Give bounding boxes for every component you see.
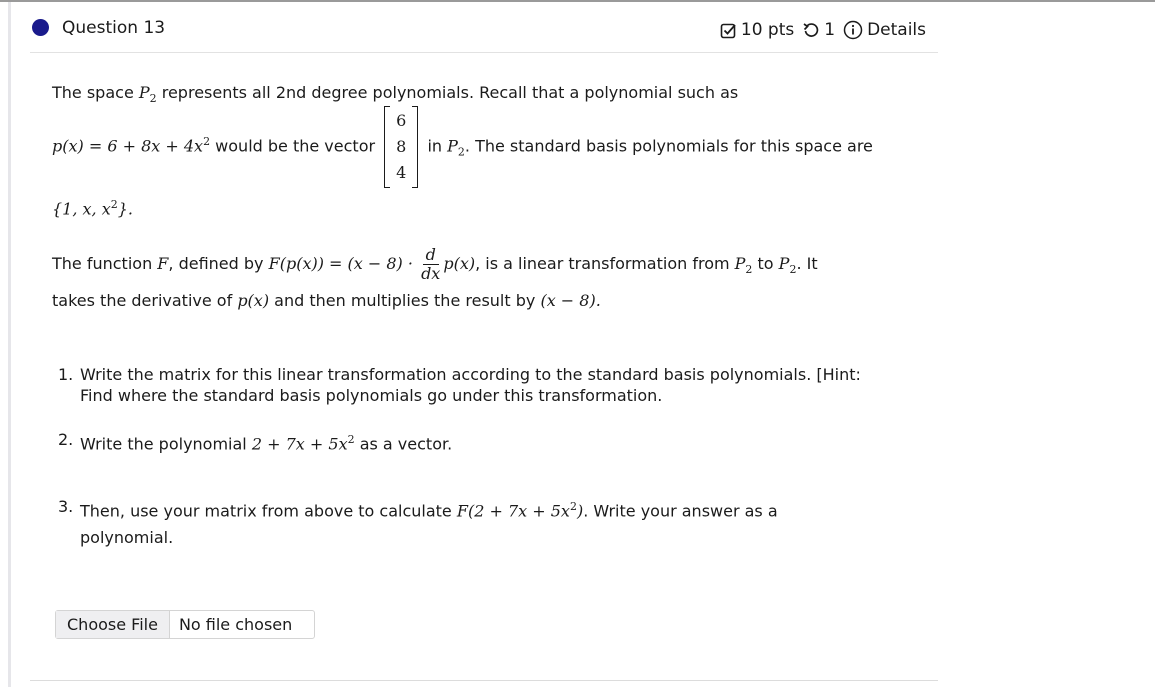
example-vector: 6 8 4 — [384, 106, 418, 188]
retry-icon — [802, 22, 820, 39]
points-label: 10 pts — [740, 20, 795, 40]
question-title: Question 13 — [62, 18, 166, 38]
polynomial-example: p(x) = 6 + 8x + 4x — [52, 136, 204, 156]
left-rule — [8, 2, 11, 687]
list-item: 3. Then, use your matrix from above to calculate $F(2 + 7x + 5x^2)$. Write your answer as a polynomial. — [58, 497, 778, 548]
list-item: 2. Write the polynomial $2 + 7x + 5x^2$ as a vector. — [58, 430, 453, 454]
choose-file-button[interactable]: Choose File — [56, 611, 170, 638]
file-status: No file chosen — [178, 615, 293, 634]
derivative-fraction: $\frac{d}{dx}$ — [421, 245, 441, 283]
details-link[interactable]: Details — [867, 20, 926, 40]
question-header — [30, 14, 938, 53]
attempts-count: 1 — [824, 20, 836, 40]
top-rule — [0, 0, 1155, 2]
info-icon[interactable] — [843, 20, 863, 40]
file-upload[interactable] — [55, 610, 315, 639]
para1-line1: The space $P_2$ represents all 2nd degree polynomials. Recall that a polynomial such as — [52, 83, 739, 106]
para2-line2: takes the derivative of p(x) and then multiplies the result by (x − 8). — [52, 291, 601, 310]
question-meta — [720, 20, 926, 40]
question-status-dot — [32, 19, 49, 36]
para1-line2: $p(x) = 6 + 8x + 4x^2$ would be the vector 6 8 4 in $P_2$. The standard basis polynomials for this space are — [52, 106, 873, 188]
bottom-rule — [30, 680, 938, 681]
basis-set: {1, x, $x^2$}. — [52, 198, 134, 219]
list-item: 1. Write the matrix for this linear transformation according to the standard basis polynomials. [Hint: Find where the standard basis polynomials go under this transformation. — [58, 365, 861, 405]
checkbox-icon — [720, 22, 737, 39]
para2-line1: The function F, defined by F(p(x)) = (x − 8) · $\frac{d}{dx}$ p(x), is a linear transformation from $P_2$ to $P_2$. It — [52, 245, 818, 283]
